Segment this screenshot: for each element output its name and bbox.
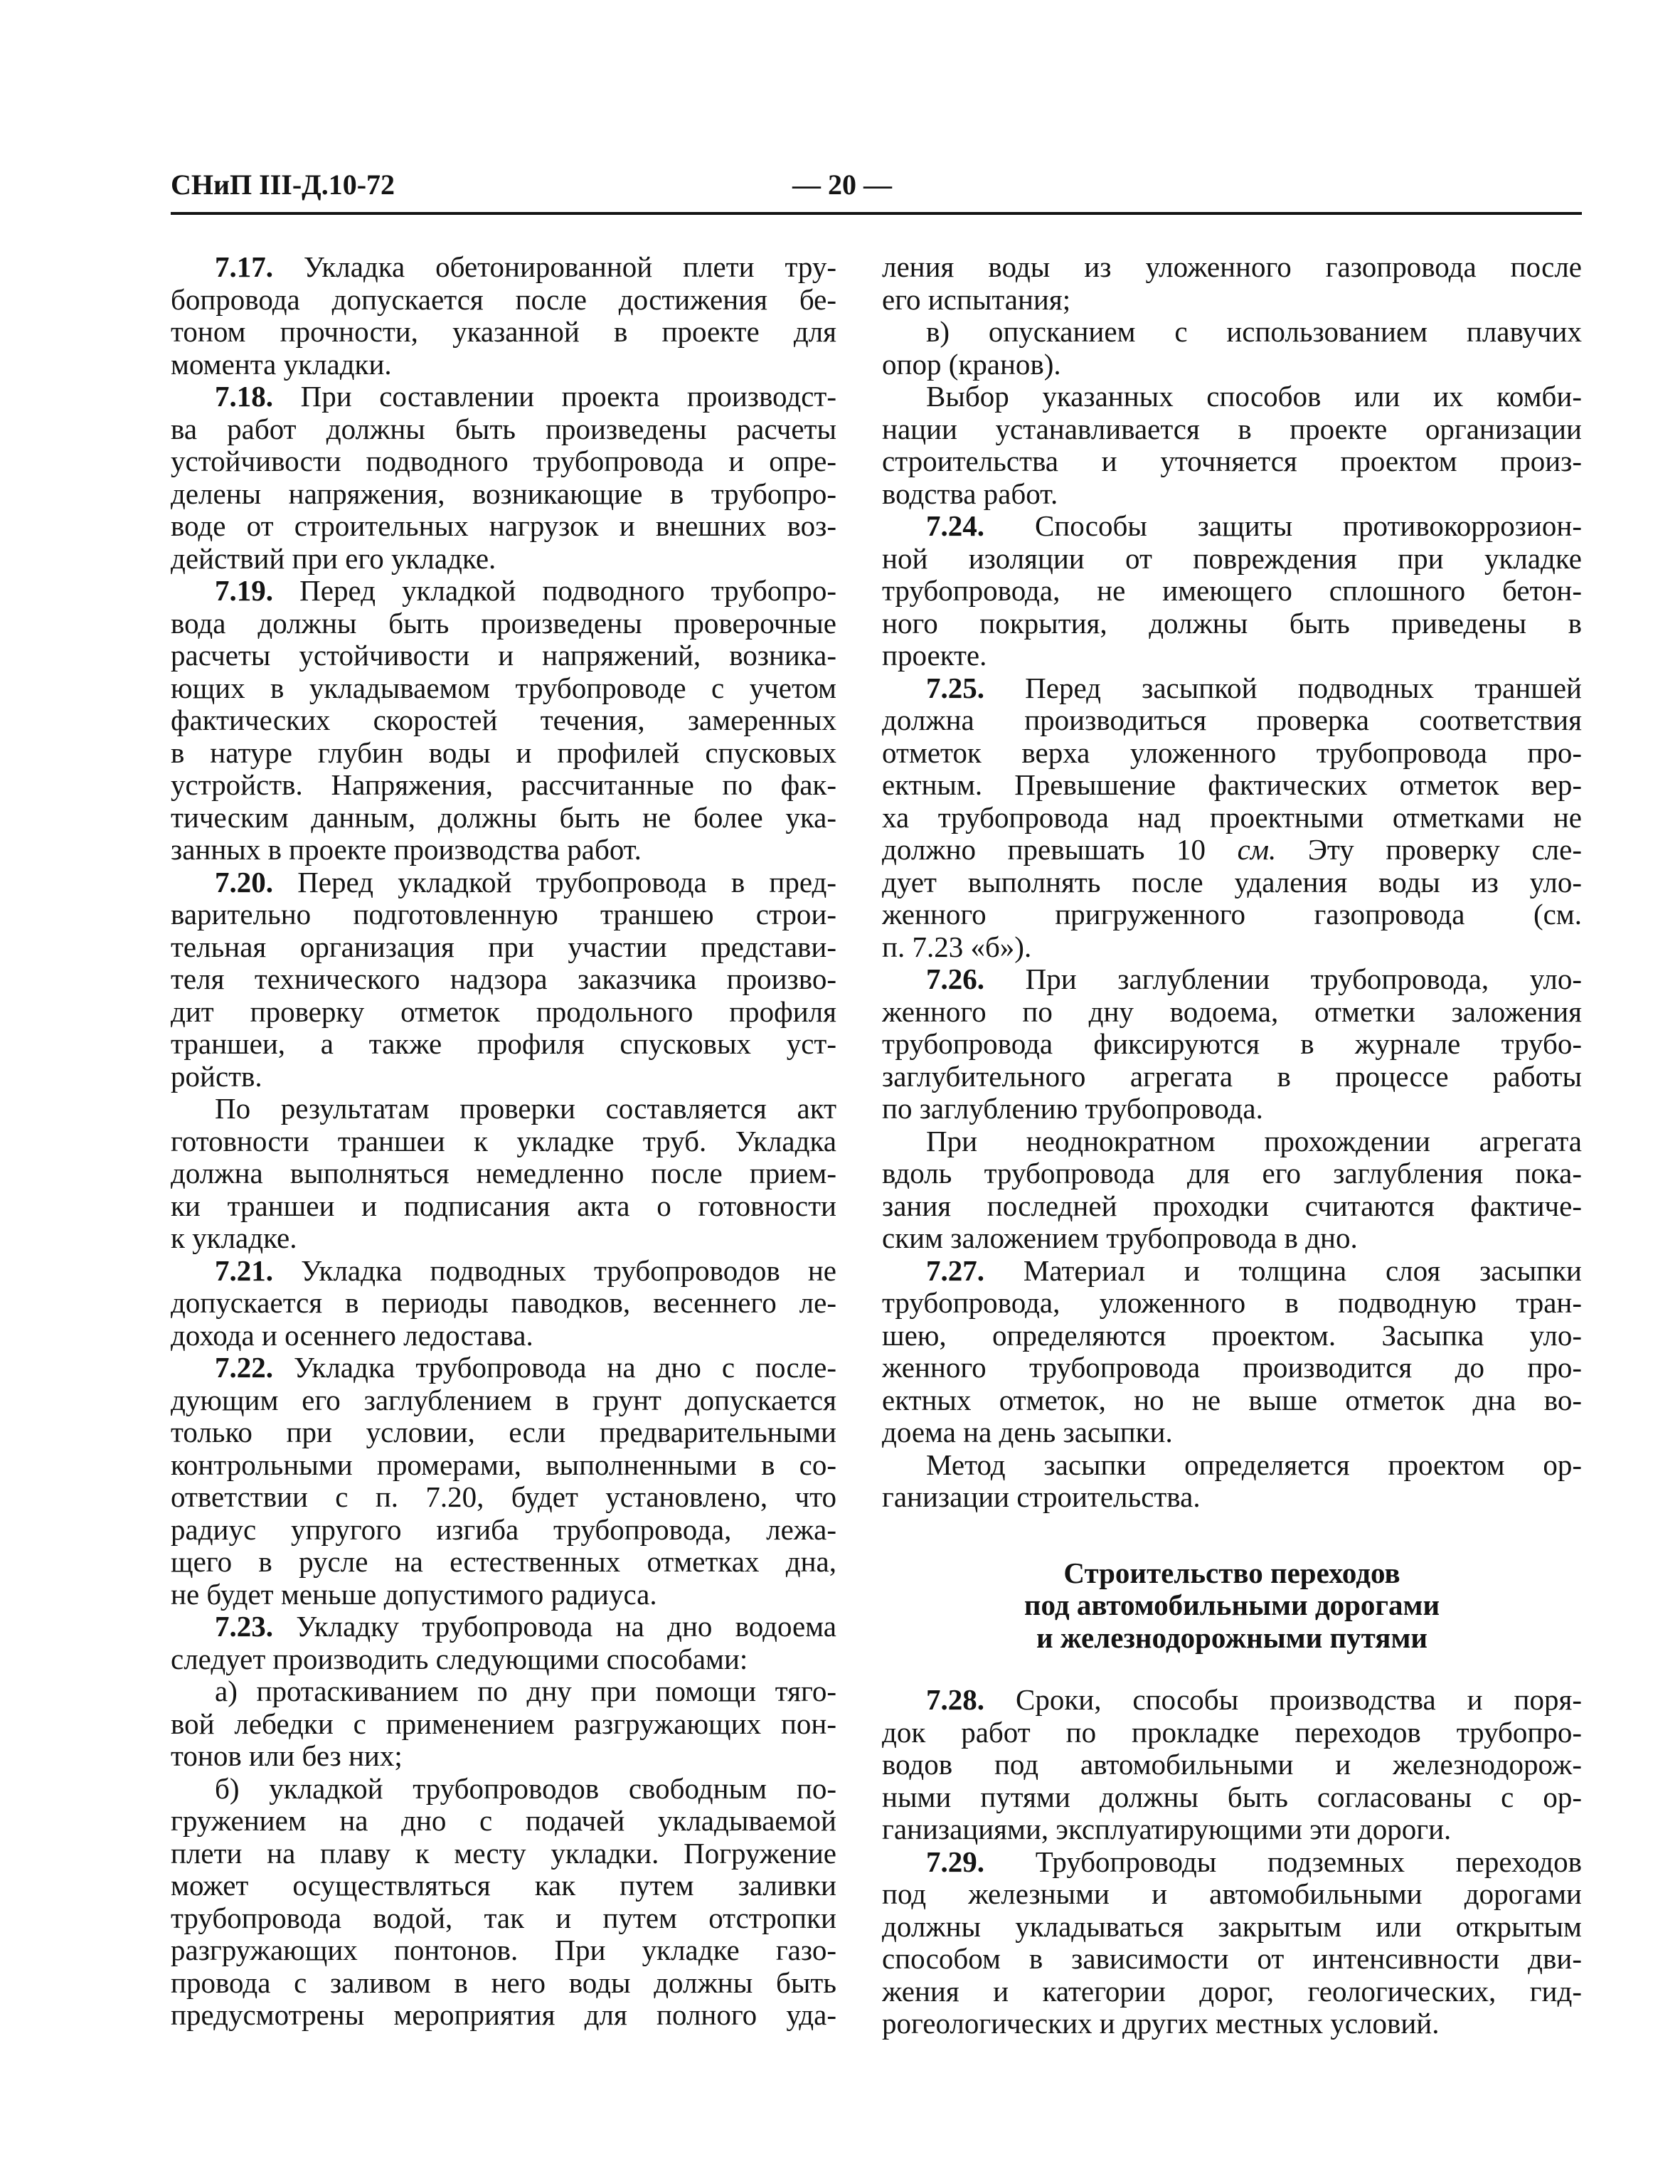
paragraph-number: 7.29. bbox=[926, 1845, 984, 1878]
line-text: женного пригруженного газопровода (см. bbox=[882, 898, 1582, 931]
text-line bbox=[882, 1684, 1582, 1717]
line-text: вдоль трубопровода для его заглубления пока- bbox=[882, 1157, 1582, 1189]
line-text: Способы защиты противокоррозион- bbox=[1034, 510, 1582, 542]
line-text: занных в проекте производства работ. bbox=[171, 834, 642, 866]
line-text: радиус упругого изгиба трубопровода, лежа- bbox=[171, 1513, 836, 1546]
heading-line bbox=[882, 1557, 1582, 1590]
text-line bbox=[882, 510, 1582, 543]
text-line bbox=[171, 672, 836, 705]
line-text: расчеты устойчивости и напряжений, возника- bbox=[171, 640, 836, 672]
text-line bbox=[882, 478, 1582, 511]
text-line bbox=[882, 769, 1582, 802]
text-line bbox=[171, 1870, 836, 1902]
line-text: трубопровода, не имеющего сплошного бетон- bbox=[882, 575, 1582, 607]
text-segment: должно превышать 10 bbox=[882, 834, 1238, 866]
line-text: дохода и осеннего ледостава. bbox=[171, 1319, 533, 1352]
paragraph-number: 7.17. bbox=[215, 251, 273, 283]
text-line bbox=[882, 1190, 1582, 1223]
text-line bbox=[882, 931, 1582, 964]
paragraph bbox=[171, 1675, 836, 1773]
text-line bbox=[171, 1061, 836, 1093]
paragraph bbox=[171, 1352, 836, 1611]
line-text: Укладка подводных трубопроводов не bbox=[301, 1254, 836, 1287]
line-text: Трубопроводы подземных переходов bbox=[1035, 1845, 1582, 1878]
text-line bbox=[171, 1902, 836, 1935]
paragraph bbox=[171, 575, 836, 866]
line-text: устройств. Напряжения, рассчитанные по фак- bbox=[171, 769, 836, 801]
paragraph-number: 7.22. bbox=[215, 1352, 273, 1384]
line-text: дует выполнять после удаления воды из уло- bbox=[882, 866, 1582, 898]
line-text: ного покрытия, должны быть приведены в bbox=[882, 607, 1582, 640]
emphasis-text: см. bbox=[1237, 834, 1277, 866]
line-text: в натуре глубин воды и профилей спусковых bbox=[171, 736, 836, 769]
paragraph bbox=[171, 251, 836, 381]
text-line bbox=[882, 802, 1582, 834]
text-line bbox=[882, 1781, 1582, 1814]
paragraph-number: 7.27. bbox=[926, 1254, 984, 1287]
line-text: воде от строительных нагрузок и внешних воз- bbox=[171, 510, 836, 542]
text-line bbox=[171, 1805, 836, 1838]
line-text: под автомобильными дорогами bbox=[1024, 1589, 1440, 1621]
paragraph-number: 7.19. bbox=[215, 575, 273, 607]
line-text: контрольными промерами, выполненными в со- bbox=[171, 1448, 836, 1481]
text-line bbox=[171, 834, 836, 866]
text-line bbox=[171, 1643, 836, 1676]
line-text: бопровода допускается после достижения бе- bbox=[171, 283, 836, 316]
header-rule bbox=[171, 212, 1582, 215]
line-text: нации устанавливается в проекте организации bbox=[882, 413, 1582, 445]
line-text: Укладку трубопровода на дно водоема bbox=[296, 1611, 836, 1643]
text-line bbox=[171, 1449, 836, 1482]
text-line bbox=[882, 1157, 1582, 1190]
line-text: док работ по прокладке переходов трубопро- bbox=[882, 1716, 1582, 1749]
text-line bbox=[171, 413, 836, 446]
line-text: водства работ. bbox=[882, 477, 1058, 510]
text-line bbox=[171, 1481, 836, 1514]
paragraph-number: 7.26. bbox=[926, 963, 984, 995]
line-text: допускается в периоды паводков, весеннего ле- bbox=[171, 1287, 836, 1319]
left-column bbox=[171, 251, 836, 2032]
text-line bbox=[882, 898, 1582, 931]
text-line bbox=[171, 866, 836, 899]
line-text: проекте. bbox=[882, 640, 987, 672]
line-text: ной изоляции от повреждения при укладке bbox=[882, 542, 1582, 575]
line-text: тельная организация при участии представи- bbox=[171, 931, 836, 963]
line-text: ответствии с п. 7.20, будет установлено, что bbox=[171, 1481, 836, 1513]
text-line bbox=[171, 1320, 836, 1352]
text-line bbox=[882, 963, 1582, 996]
line-text: жения и категории дорог, геологических, гид- bbox=[882, 1975, 1582, 2008]
line-text: Строительство переходов bbox=[1063, 1557, 1400, 1589]
line-text: Перед засыпкой подводных траншей bbox=[1025, 672, 1582, 704]
text-line bbox=[882, 445, 1582, 478]
paragraph-number: 7.24. bbox=[926, 510, 984, 542]
text-line bbox=[882, 349, 1582, 381]
text-line bbox=[171, 1222, 836, 1255]
text-line bbox=[882, 1749, 1582, 1781]
text-line bbox=[882, 1125, 1582, 1158]
text-line bbox=[171, 1999, 836, 2032]
paragraph bbox=[171, 1611, 836, 1675]
text-line bbox=[882, 1222, 1582, 1255]
text-line bbox=[171, 608, 836, 640]
text-line bbox=[171, 1838, 836, 1870]
line-text: зания последней проходки считаются фактиче- bbox=[882, 1189, 1582, 1222]
text-line bbox=[882, 1061, 1582, 1093]
text-line bbox=[171, 996, 836, 1029]
line-text: ектным. Превышение фактических отметок вер- bbox=[882, 769, 1582, 801]
text-line bbox=[882, 1287, 1582, 1320]
line-text: заглубительного агрегата в процессе работы bbox=[882, 1060, 1582, 1093]
text-line bbox=[882, 543, 1582, 576]
text-line bbox=[882, 834, 1582, 866]
text-line bbox=[882, 1943, 1582, 1976]
line-text: Метод засыпки определяется проектом ор- bbox=[926, 1448, 1582, 1481]
text-line bbox=[171, 381, 836, 413]
line-text: ским заложением трубопровода в дно. bbox=[882, 1222, 1358, 1254]
line-text: женного по дну водоема, отметки заложения bbox=[882, 995, 1582, 1028]
line-text: только при условии, если предварительными bbox=[171, 1416, 836, 1448]
line-text: его испытания; bbox=[882, 283, 1071, 316]
line-text: Перед укладкой трубопровода в пред- bbox=[297, 866, 836, 898]
line-text: тоном прочности, указанной в проекте для bbox=[171, 316, 836, 348]
text-line bbox=[171, 1287, 836, 1320]
line-text: водов под автомобильными и железнодорож- bbox=[882, 1749, 1582, 1781]
line-text: При заглублении трубопровода, уло- bbox=[1025, 963, 1582, 995]
text-line bbox=[882, 1911, 1582, 1944]
paragraph bbox=[882, 1449, 1582, 1514]
line-text: и железнодорожными путями bbox=[1036, 1621, 1428, 1654]
line-text: дит проверку отметок продольного профиля bbox=[171, 995, 836, 1028]
line-text: по заглублению трубопровода. bbox=[882, 1093, 1263, 1125]
paragraph bbox=[171, 381, 836, 575]
text-line bbox=[882, 1320, 1582, 1352]
line-text: провода с заливом в него воды должны быть bbox=[171, 1966, 836, 1999]
line-text: женного трубопровода производится до про- bbox=[882, 1352, 1582, 1384]
text-line bbox=[171, 1773, 836, 1806]
text-line bbox=[882, 1846, 1582, 1879]
text-line bbox=[882, 284, 1582, 317]
section-heading bbox=[882, 1557, 1582, 1655]
line-text: разгружающих понтонов. При укладке газо- bbox=[171, 1934, 836, 1966]
line-text: тическим данным, должны быть не более ука- bbox=[171, 801, 836, 834]
line-text: действий при его укладке. bbox=[171, 542, 496, 575]
page-number: — 20 — bbox=[792, 169, 892, 201]
line-text: под железными и автомобильными дорогами bbox=[882, 1878, 1582, 1910]
text-line bbox=[171, 284, 836, 317]
document-code: СНиП III-Д.10-72 bbox=[171, 169, 395, 201]
line-text: щего в русле на естественных отметках дна, bbox=[171, 1546, 836, 1578]
text-line bbox=[171, 1190, 836, 1223]
line-text: б) укладкой трубопроводов свободным по- bbox=[215, 1772, 836, 1805]
line-text: а) протаскиванием по дну при помощи тяго- bbox=[215, 1675, 836, 1707]
line-text: дующим его заглублением в грунт допускается bbox=[171, 1384, 836, 1416]
text-line bbox=[882, 737, 1582, 770]
paragraph bbox=[171, 1255, 836, 1352]
line-text: способом в зависимости от интенсивности дви- bbox=[882, 1943, 1582, 1975]
line-text: Укладка обетонированной плети тру- bbox=[303, 251, 836, 283]
line-text: должна производиться проверка соответствия bbox=[882, 704, 1582, 736]
line-text: Укладка трубопровода на дно с после- bbox=[294, 1352, 836, 1384]
text-line bbox=[171, 510, 836, 543]
text-line bbox=[171, 1579, 836, 1611]
line-text: ными путями должны быть согласованы с ор- bbox=[882, 1781, 1582, 1813]
text-line bbox=[171, 1028, 836, 1061]
line-text: п. 7.23 «б»). bbox=[882, 931, 1032, 963]
text-line bbox=[171, 1934, 836, 1967]
paragraph bbox=[882, 381, 1582, 510]
line-text: готовности траншеи к укладке труб. Укладка bbox=[171, 1125, 836, 1157]
line-text: Сроки, способы производства и поря- bbox=[1015, 1684, 1582, 1716]
text-line bbox=[882, 1717, 1582, 1749]
paragraph-number: 7.28. bbox=[926, 1684, 984, 1716]
text-line bbox=[882, 1028, 1582, 1061]
text-line bbox=[882, 704, 1582, 737]
paragraph bbox=[882, 1684, 1582, 1846]
text-line bbox=[882, 1352, 1582, 1384]
text-line bbox=[882, 381, 1582, 413]
paragraph bbox=[882, 1255, 1582, 1449]
line-text: ва работ должны быть произведены расчеты bbox=[171, 413, 836, 445]
line-text: ройств. bbox=[171, 1060, 262, 1093]
paragraph bbox=[882, 510, 1582, 672]
line-text: Материал и толщина слоя засыпки bbox=[1023, 1254, 1582, 1287]
text-segment: Эту проверку сле- bbox=[1276, 834, 1582, 866]
line-text: должна выполняться немедленно после прием- bbox=[171, 1157, 836, 1189]
text-line bbox=[882, 1416, 1582, 1449]
text-line bbox=[882, 672, 1582, 705]
line-text: ектных отметок, но не выше отметок дна во- bbox=[882, 1384, 1582, 1416]
text-line bbox=[171, 737, 836, 770]
text-line bbox=[171, 1093, 836, 1125]
line-text: момента укладки. bbox=[171, 348, 392, 381]
text-line bbox=[171, 1611, 836, 1643]
line-text: ления воды из уложенного газопровода после bbox=[882, 251, 1582, 283]
text-line bbox=[171, 1708, 836, 1741]
line-text: рогеологических и других местных условий. bbox=[882, 2008, 1440, 2040]
line-text: ганизациями, эксплуатирующими эти дороги. bbox=[882, 1813, 1452, 1845]
line-text: По результатам проверки составляется акт bbox=[215, 1093, 836, 1125]
line-text: не будет меньше допустимого радиуса. bbox=[171, 1578, 657, 1611]
right-column bbox=[882, 251, 1582, 2040]
text-line bbox=[882, 1976, 1582, 2008]
paragraph bbox=[882, 963, 1582, 1125]
line-text: вой лебедки с применением разгружающих пон- bbox=[171, 1707, 836, 1740]
text-line bbox=[171, 1675, 836, 1708]
text-line bbox=[171, 1967, 836, 2000]
line-text: фактических скоростей течения, замеренных bbox=[171, 704, 836, 736]
text-line bbox=[171, 963, 836, 996]
line-text: может осуществляться как путем заливки bbox=[171, 1870, 836, 1902]
text-line bbox=[171, 1125, 836, 1158]
text-line bbox=[171, 316, 836, 349]
line-text: теля технического надзора заказчика произво- bbox=[171, 963, 836, 995]
line-text: в) опусканием с использованием плавучих bbox=[926, 316, 1582, 348]
paragraph-number: 7.21. bbox=[215, 1254, 273, 1287]
line-text: предусмотрены мероприятия для полного уда- bbox=[171, 1999, 836, 2031]
text-line bbox=[882, 2008, 1582, 2040]
line-text: При неоднократном прохождении агрегата bbox=[926, 1125, 1582, 1157]
text-line bbox=[882, 1449, 1582, 1482]
paragraph-number: 7.20. bbox=[215, 866, 273, 898]
line-text: шею, определяются проектом. Засыпка уло- bbox=[882, 1319, 1582, 1352]
line-text: к укладке. bbox=[171, 1222, 297, 1254]
text-line bbox=[171, 1352, 836, 1384]
text-line bbox=[882, 1255, 1582, 1288]
heading-line bbox=[882, 1589, 1582, 1622]
text-line bbox=[171, 640, 836, 672]
line-text: Выбор указанных способов или их комби- bbox=[926, 381, 1582, 413]
text-line bbox=[882, 640, 1582, 672]
text-line bbox=[171, 478, 836, 511]
paragraph bbox=[882, 1125, 1582, 1255]
line-text: отметок верха уложенного трубопровода про- bbox=[882, 736, 1582, 769]
text-line bbox=[171, 575, 836, 608]
text-line bbox=[171, 1514, 836, 1547]
line-text: ки траншеи и подписания акта о готовности bbox=[171, 1189, 836, 1222]
line-text: При составлении проекта производст- bbox=[300, 381, 836, 413]
paragraph bbox=[171, 1093, 836, 1255]
text-line bbox=[171, 931, 836, 964]
line-text: должны укладываться закрытым или открытым bbox=[882, 1910, 1582, 1943]
text-line bbox=[171, 1416, 836, 1449]
line-text: траншеи, а также профиля спусковых уст- bbox=[171, 1028, 836, 1060]
heading-line bbox=[882, 1622, 1582, 1655]
line-text: тонов или без них; bbox=[171, 1740, 403, 1772]
text-line bbox=[171, 1740, 836, 1773]
line-text: варительно подготовленную траншею строи- bbox=[171, 898, 836, 931]
text-line bbox=[882, 1481, 1582, 1514]
line-text: строительства и уточняется проектом произ- bbox=[882, 445, 1582, 477]
text-line bbox=[171, 704, 836, 737]
paragraph-number: 7.25. bbox=[926, 672, 984, 704]
text-line bbox=[171, 543, 836, 576]
paragraph bbox=[882, 1846, 1582, 2040]
line-text: следует производить следующими способами: bbox=[171, 1643, 748, 1675]
line-text: ха трубопровода над проектными отметками не bbox=[882, 801, 1582, 834]
paragraph bbox=[882, 316, 1582, 381]
text-line bbox=[882, 316, 1582, 349]
line-text: трубопровода водой, так и путем отстропки bbox=[171, 1902, 836, 1934]
paragraph bbox=[882, 672, 1582, 964]
text-line bbox=[171, 445, 836, 478]
line-text: ганизации строительства. bbox=[882, 1481, 1201, 1513]
line-text: делены напряжения, возникающие в трубопро- bbox=[171, 477, 836, 510]
paragraph-number: 7.23. bbox=[215, 1611, 273, 1643]
text-line bbox=[171, 1157, 836, 1190]
line-text: опор (кранов). bbox=[882, 348, 1061, 381]
paragraph bbox=[171, 1773, 836, 2032]
text-line bbox=[882, 1878, 1582, 1911]
line-text: ющих в укладываемом трубопроводе с учетом bbox=[171, 672, 836, 704]
paragraph-number: 7.18. bbox=[215, 381, 273, 413]
line-text: трубопровода фиксируются в журнале трубо- bbox=[882, 1028, 1582, 1060]
text-line bbox=[171, 769, 836, 802]
line-text: вода должны быть произведены проверочные bbox=[171, 607, 836, 640]
text-line bbox=[882, 251, 1582, 284]
text-line bbox=[882, 866, 1582, 899]
line-text: гружением на дно с подачей укладываемой bbox=[171, 1805, 836, 1837]
paragraph bbox=[171, 866, 836, 1093]
text-line bbox=[882, 996, 1582, 1029]
paragraph bbox=[882, 251, 1582, 316]
text-line bbox=[171, 251, 836, 284]
text-line bbox=[882, 1384, 1582, 1417]
text-line bbox=[171, 1546, 836, 1579]
text-line bbox=[171, 349, 836, 381]
text-line bbox=[882, 1093, 1582, 1125]
line-text: трубопровода, уложенного в подводную тран- bbox=[882, 1287, 1582, 1319]
text-line bbox=[171, 802, 836, 834]
text-line bbox=[882, 1813, 1582, 1846]
line-text: Перед укладкой подводного трубопро- bbox=[299, 575, 836, 607]
line-text: плети на плаву к месту укладки. Погружение bbox=[171, 1837, 836, 1870]
text-line bbox=[171, 1255, 836, 1288]
text-line bbox=[171, 898, 836, 931]
text-line bbox=[882, 575, 1582, 608]
line-text: доема на день засыпки. bbox=[882, 1416, 1173, 1448]
line-text: устойчивости подводного трубопровода и опре- bbox=[171, 445, 836, 477]
text-line bbox=[171, 1384, 836, 1417]
text-line bbox=[882, 608, 1582, 640]
text-line bbox=[882, 413, 1582, 446]
